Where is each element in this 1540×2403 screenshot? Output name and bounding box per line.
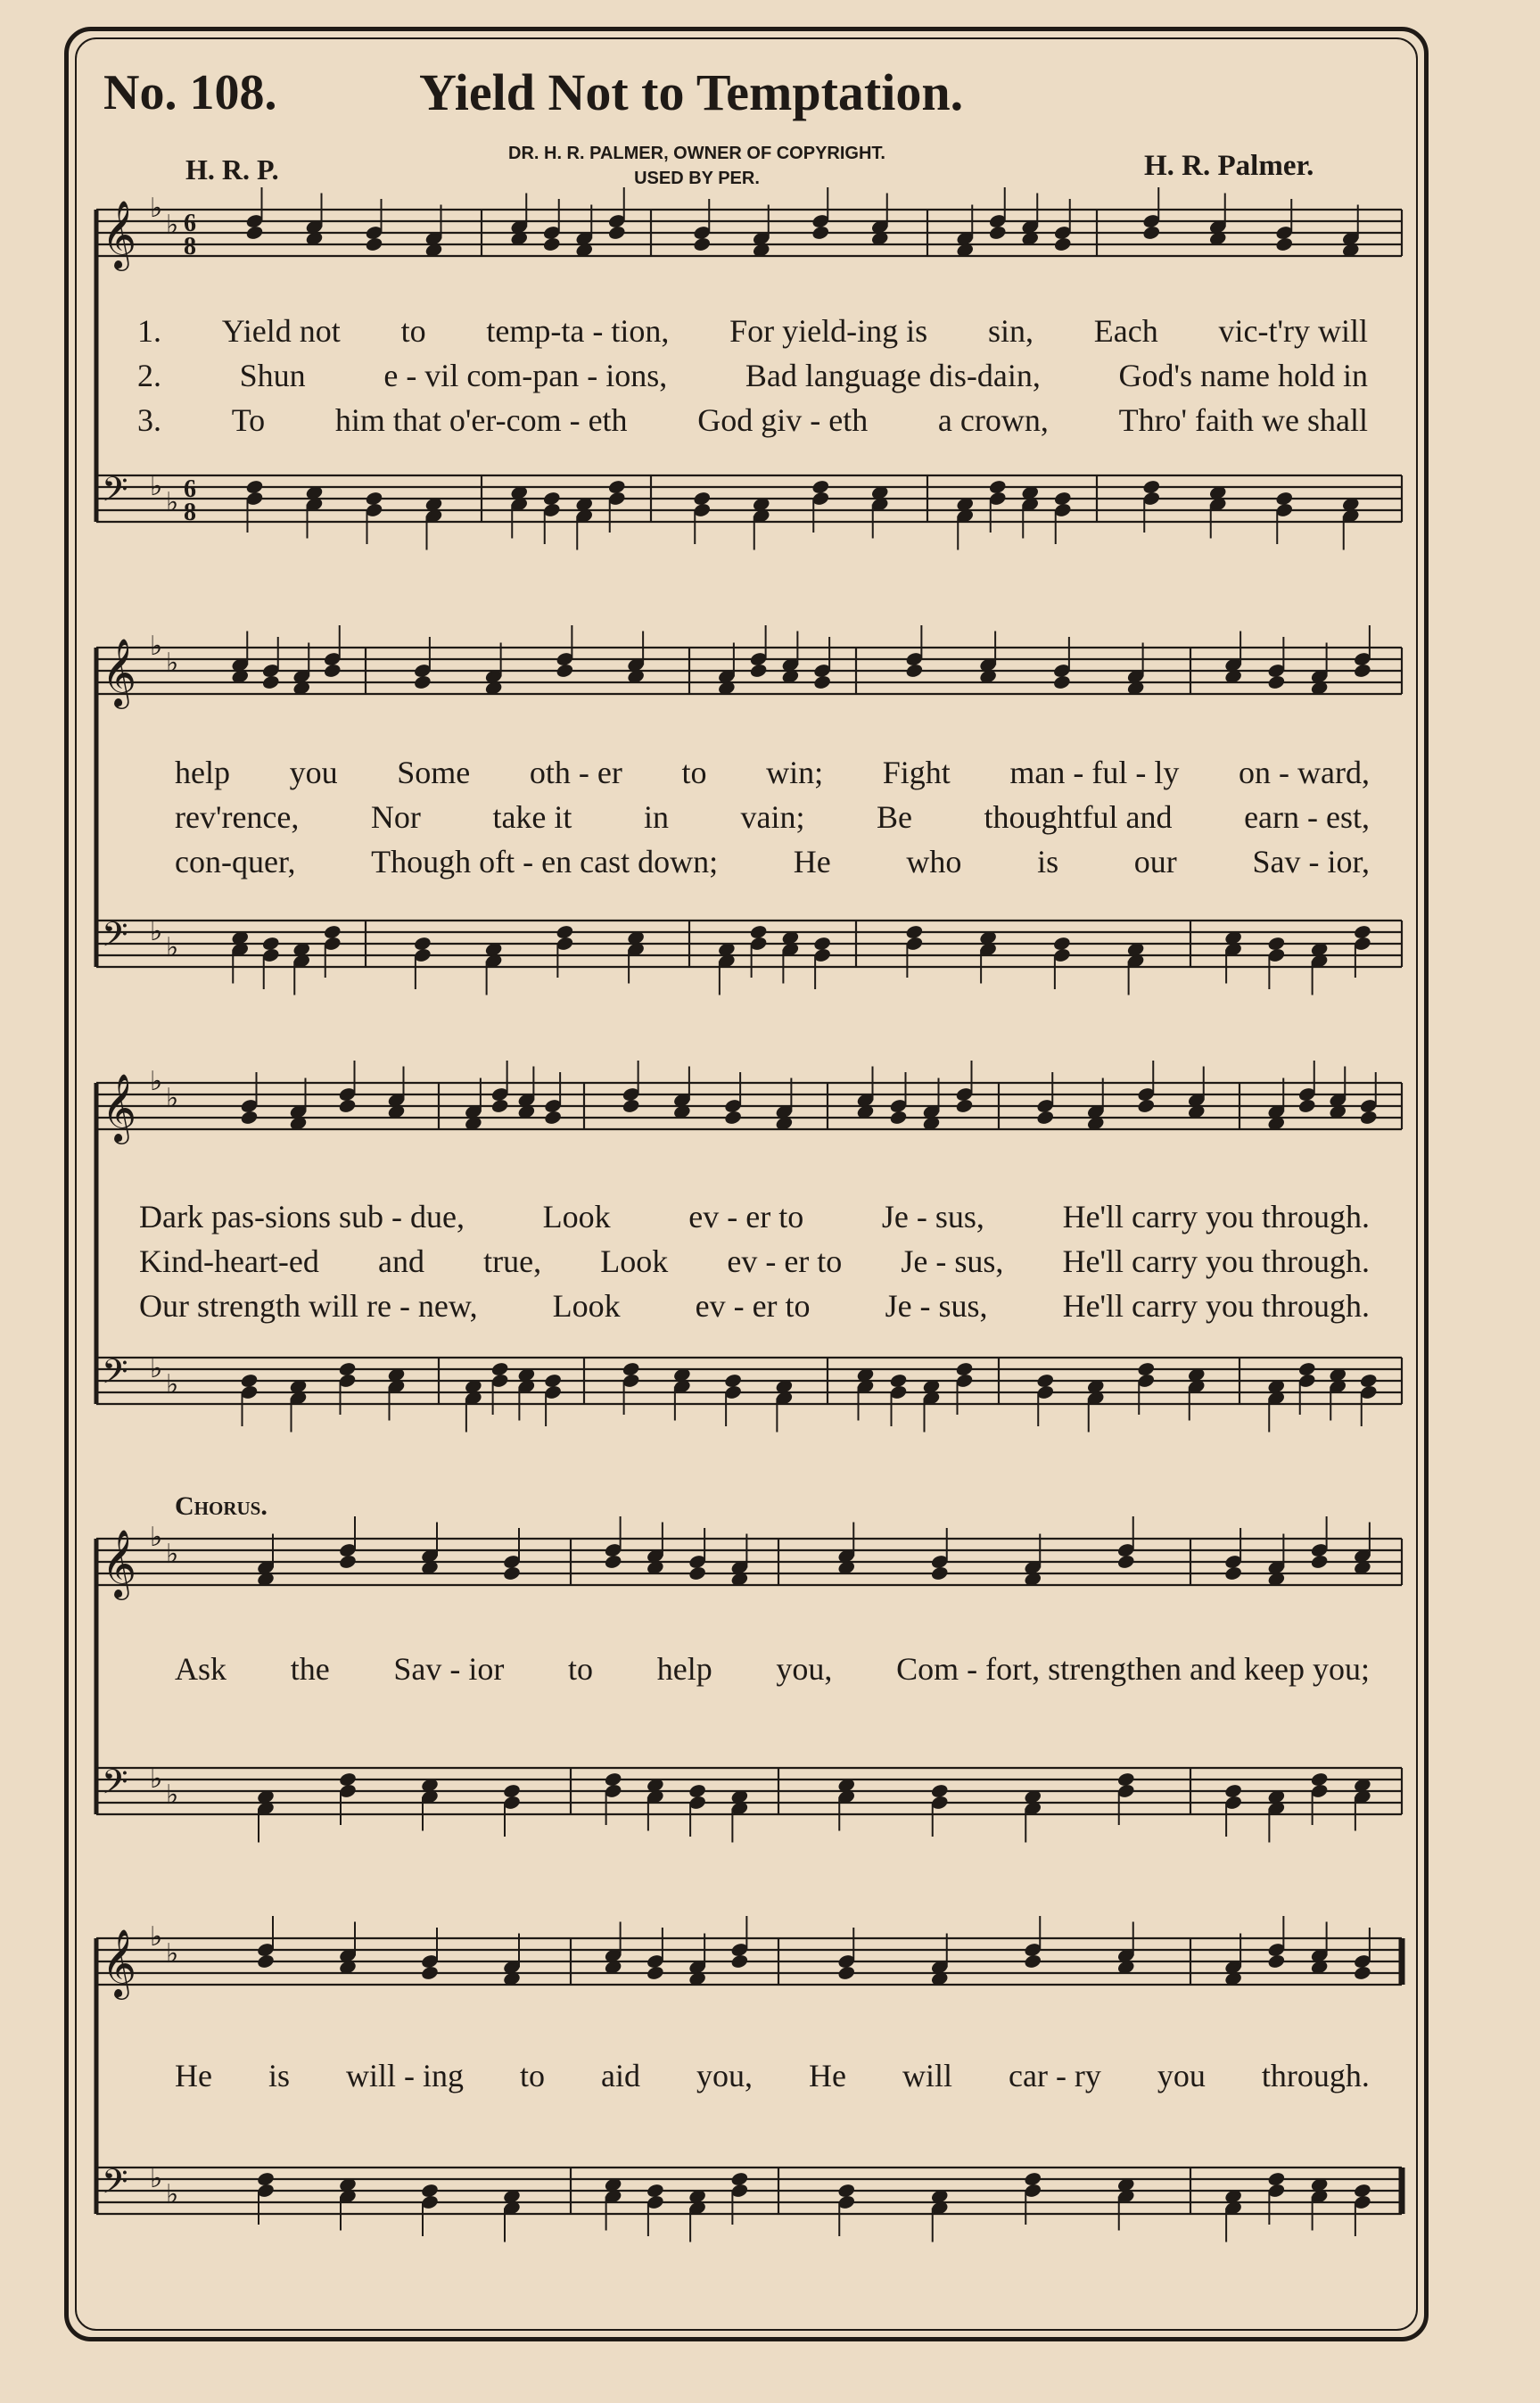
lyric-word: help <box>175 755 230 790</box>
copyright-line-2: USED BY PER. <box>634 169 760 188</box>
note-head <box>556 663 574 679</box>
lyric-word: Look <box>542 1199 611 1235</box>
lyric-line <box>175 843 1370 880</box>
bass-clef-icon: 𝄢 <box>102 2161 128 2209</box>
flat-icon: ♭ <box>166 648 179 679</box>
flat-icon: ♭ <box>166 932 179 963</box>
note-head <box>1137 1098 1156 1114</box>
flat-icon: ♭ <box>166 210 179 241</box>
flat-icon: ♭ <box>150 471 163 502</box>
lyric-word: Some <box>397 755 471 790</box>
flat-icon: ♭ <box>150 916 163 947</box>
flat-icon: ♭ <box>150 1763 163 1795</box>
note-head <box>1359 1110 1378 1126</box>
treble-clef-icon: 𝄞 <box>102 1529 137 1598</box>
flat-icon: ♭ <box>150 193 163 224</box>
time-signature-top: 6 <box>184 210 196 237</box>
flat-icon: ♭ <box>150 1066 163 1097</box>
lyric-word: true, <box>483 1243 542 1279</box>
note-head <box>688 1565 706 1581</box>
note-head <box>1353 1965 1371 1981</box>
flat-icon: ♭ <box>150 1353 163 1384</box>
note-head <box>607 225 626 241</box>
lyric-word: you <box>289 755 338 790</box>
note-head <box>338 1098 357 1114</box>
lyric-word: Dark pas-sions sub - due, <box>139 1199 465 1235</box>
lyric-word: through. <box>1261 2058 1370 2093</box>
lyric-word: Bad language dis-dain, <box>745 358 1041 393</box>
lyric-word: you, <box>776 1651 833 1687</box>
lyric-word: oth - er <box>529 755 622 790</box>
note-head <box>1053 236 1072 252</box>
note-head <box>730 1953 749 1969</box>
lyric-word: Je - sus, <box>901 1243 1004 1279</box>
flat-icon: ♭ <box>150 1921 163 1953</box>
lyric-line <box>175 798 1370 836</box>
flat-icon: ♭ <box>166 1369 179 1400</box>
lyric-word: Though oft - en cast down; <box>371 844 719 879</box>
note-head <box>365 236 383 252</box>
copyright-line-1: DR. H. R. PALMER, OWNER OF COPYRIGHT. <box>508 144 885 163</box>
note-head <box>1275 236 1294 252</box>
chorus-label: Chorus. <box>175 1491 268 1521</box>
lyric-word: Thro' faith we shall <box>1118 402 1368 438</box>
note-head <box>1142 225 1161 241</box>
lyric-word: take it <box>492 799 572 835</box>
lyric-word: on - ward, <box>1238 755 1370 790</box>
note-head <box>502 1565 521 1581</box>
note-head <box>604 1554 622 1570</box>
lyric-word: help <box>656 1651 712 1687</box>
lyric-word: He'll carry you through. <box>1062 1199 1370 1235</box>
treble-clef-icon: 𝄞 <box>102 1073 137 1142</box>
lyric-word: to <box>568 1651 594 1687</box>
note-head <box>749 663 768 679</box>
bass-staff <box>96 2161 1402 2242</box>
lyric-word: and <box>378 1243 425 1279</box>
note-head <box>693 236 712 252</box>
lyric-word: Shun <box>239 358 306 393</box>
note-head <box>1310 1554 1329 1570</box>
note-head <box>811 225 830 241</box>
flat-icon: ♭ <box>166 2179 179 2210</box>
lyric-word: aid <box>601 2058 640 2093</box>
lyric-word: Je - sus, <box>881 1199 984 1235</box>
lyric-word: will <box>902 2058 952 2093</box>
bass-staff <box>96 914 1402 995</box>
flat-icon: ♭ <box>150 631 163 662</box>
lyric-word: ev - er to <box>688 1199 804 1235</box>
lyric-word: He <box>175 2058 212 2093</box>
lyric-word: vain; <box>740 799 805 835</box>
bass-clef-icon: 𝄢 <box>102 1351 128 1400</box>
note-head <box>413 674 432 690</box>
flat-icon: ♭ <box>150 1522 163 1553</box>
treble-staff <box>96 1916 1402 2000</box>
lyric-line <box>137 357 1368 394</box>
note-head <box>1116 1554 1135 1570</box>
treble-staff <box>96 1516 1402 1600</box>
lyric-word: To <box>231 402 266 438</box>
flat-icon: ♭ <box>166 1539 179 1570</box>
lyric-word: you <box>1157 2058 1206 2093</box>
treble-staff <box>96 1061 1402 1144</box>
lyric-word: God giv - eth <box>697 402 869 438</box>
lyric-line <box>139 1243 1370 1280</box>
lyric-word: God's name hold in <box>1118 358 1368 393</box>
lyric-line <box>175 1650 1370 1688</box>
flat-icon: ♭ <box>166 487 179 518</box>
bass-staff <box>96 1351 1402 1433</box>
bass-clef-icon: 𝄢 <box>102 469 128 517</box>
lyric-word: vic-t'ry will <box>1218 313 1368 349</box>
lyric-word: 3. <box>137 402 161 438</box>
lyric-word: Je - sus, <box>885 1288 988 1324</box>
lyric-word: Our strength will re - new, <box>139 1288 478 1324</box>
lyric-line <box>175 2057 1370 2094</box>
lyric-line <box>139 1198 1370 1235</box>
lyric-word: earn - est, <box>1244 799 1370 835</box>
lyric-word: Each <box>1093 313 1158 349</box>
lyric-word: Sav - ior <box>393 1651 505 1687</box>
lyric-word: He <box>809 2058 846 2093</box>
note-head <box>323 663 342 679</box>
bass-staff <box>96 1762 1402 1843</box>
lyric-word: man - ful - ly <box>1009 755 1180 790</box>
lyric-word: 2. <box>137 358 161 393</box>
note-head <box>1052 674 1071 690</box>
note-head <box>1353 663 1371 679</box>
lyric-word: the <box>290 1651 330 1687</box>
lyric-word: Look <box>552 1288 621 1324</box>
lyric-word: Ask <box>175 1651 227 1687</box>
lyric-word: Yield not <box>221 313 341 349</box>
note-head <box>837 1965 856 1981</box>
treble-staff <box>96 187 1402 271</box>
lyric-word: you, <box>696 2058 753 2093</box>
note-head <box>988 225 1007 241</box>
lyric-word: to <box>400 313 426 349</box>
note-head <box>490 1098 509 1114</box>
flat-icon: ♭ <box>150 2163 163 2194</box>
lyric-word: He <box>793 844 831 879</box>
note-head <box>889 1110 908 1126</box>
bass-staff <box>96 469 1402 550</box>
lyric-word: Com - fort, strengthen and keep you; <box>896 1651 1370 1687</box>
lyric-word: ev - er to <box>695 1288 811 1324</box>
lyric-word: Look <box>600 1243 669 1279</box>
lyric-word: win; <box>766 755 824 790</box>
note-head <box>646 1965 664 1981</box>
lyric-word: a crown, <box>937 402 1049 438</box>
note-head <box>338 1554 357 1570</box>
hymn-number: No. 108. <box>103 65 277 120</box>
lyric-word: He'll carry you through. <box>1062 1288 1370 1324</box>
lyric-word: is <box>268 2058 290 2093</box>
time-signature-bottom: 8 <box>184 233 196 260</box>
note-head <box>1223 1565 1242 1581</box>
time-signature-bottom: 8 <box>184 499 196 526</box>
lyric-word: Kind-heart-ed <box>139 1243 319 1279</box>
note-head <box>542 236 561 252</box>
note-head <box>1267 674 1286 690</box>
lyricist-initials: H. R. P. <box>185 153 279 186</box>
note-head <box>1297 1098 1316 1114</box>
lyric-word: in <box>643 799 669 835</box>
note-head <box>1036 1110 1055 1126</box>
flat-icon: ♭ <box>166 1083 179 1114</box>
composer-name: H. R. Palmer. <box>1144 150 1314 182</box>
lyric-word: He'll carry you through. <box>1062 1243 1370 1279</box>
note-head <box>245 225 264 241</box>
note-head <box>420 1965 439 1981</box>
note-head <box>240 1110 259 1126</box>
treble-staff <box>96 625 1402 709</box>
lyric-word: Fight <box>882 755 951 790</box>
lyric-word: him that o'er-com - eth <box>334 402 628 438</box>
lyric-word: Nor <box>370 799 421 835</box>
flat-icon: ♭ <box>166 1938 179 1969</box>
lyric-word: Sav - ior, <box>1252 844 1370 879</box>
treble-clef-icon: 𝄞 <box>102 638 137 706</box>
lyric-word: rev'rence, <box>175 799 300 835</box>
time-signature-top: 6 <box>184 475 196 503</box>
lyric-word: sin, <box>987 313 1034 349</box>
lyric-line <box>139 1287 1370 1325</box>
lyric-line <box>175 754 1370 791</box>
lyric-word: ev - er to <box>727 1243 843 1279</box>
note-head <box>955 1098 974 1114</box>
note-head <box>812 674 831 690</box>
lyric-word: who <box>906 844 962 879</box>
lyric-word: car - ry <box>1009 2058 1101 2093</box>
lyric-line <box>137 312 1368 350</box>
bass-clef-icon: 𝄢 <box>102 1762 128 1810</box>
lyric-word: Be <box>877 799 913 835</box>
lyric-word: For yield-ing is <box>729 313 928 349</box>
note-head <box>261 674 280 690</box>
lyric-word: temp-ta - tion, <box>486 313 670 349</box>
lyric-line <box>137 401 1368 439</box>
note-head <box>723 1110 742 1126</box>
note-head <box>1267 1953 1286 1969</box>
note-head <box>905 663 924 679</box>
lyric-word: our <box>1133 844 1177 879</box>
flat-icon: ♭ <box>166 1780 179 1811</box>
note-head <box>256 1953 275 1969</box>
lyric-word: to <box>520 2058 546 2093</box>
lyric-word: e - vil com-pan - ions, <box>383 358 668 393</box>
treble-clef-icon: 𝄞 <box>102 1928 137 1997</box>
lyric-word: con-quer, <box>175 844 296 879</box>
note-head <box>930 1565 949 1581</box>
treble-clef-icon: 𝄞 <box>102 200 137 268</box>
lyric-word: will - ing <box>346 2058 464 2093</box>
note-head <box>543 1110 562 1126</box>
hymn-title: Yield Not to Temptation. <box>419 63 964 121</box>
lyric-word: thoughtful and <box>984 799 1173 835</box>
note-head <box>622 1098 640 1114</box>
lyric-word: is <box>1037 844 1059 879</box>
bass-clef-icon: 𝄢 <box>102 914 128 962</box>
lyric-word: 1. <box>137 313 161 349</box>
note-head <box>1024 1953 1042 1969</box>
lyric-word: to <box>681 755 707 790</box>
